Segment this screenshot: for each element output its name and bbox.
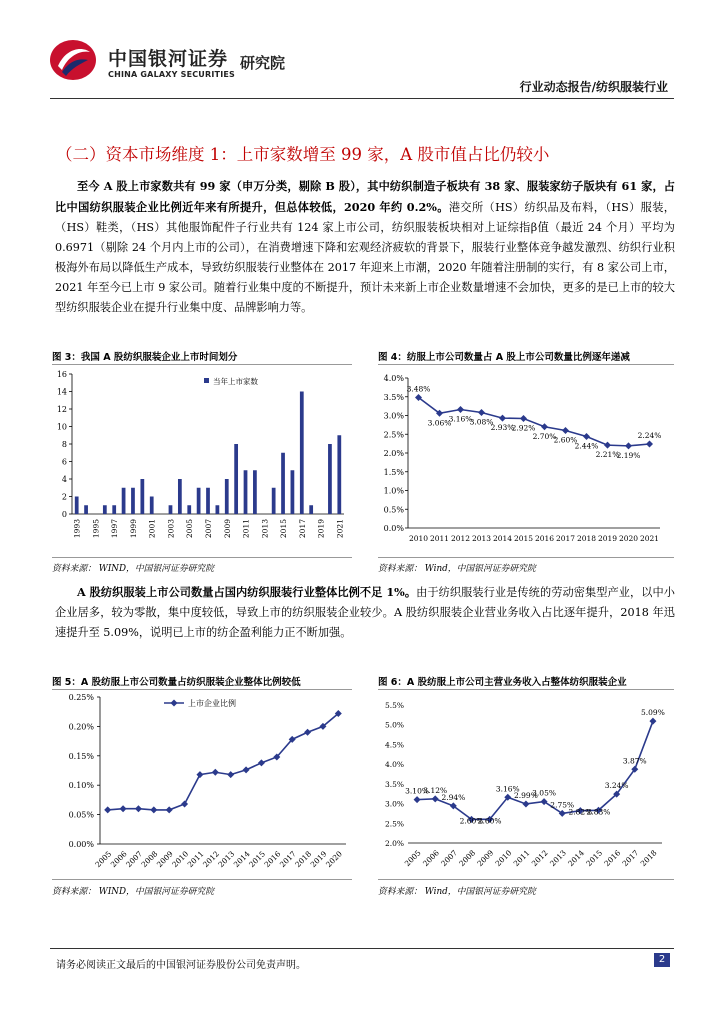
- x-tick-label: 2016: [262, 849, 283, 870]
- x-tick-label: 2013: [260, 519, 270, 539]
- data-label: 2.99%: [514, 790, 538, 800]
- fig4-bottom-rule: [378, 557, 674, 558]
- brand-name-cn: 中国银河证券: [108, 48, 229, 70]
- data-label: 2.44%: [574, 441, 599, 451]
- data-point: [181, 801, 188, 808]
- data-label: 2.82%: [568, 807, 593, 817]
- fig3-title: 图 3：我国 A 股纺织服装企业上市时间划分: [52, 352, 238, 363]
- y-tick-label: 0.0%: [383, 524, 404, 533]
- fig3-bar-chart: [52, 366, 352, 556]
- bar: [140, 479, 144, 514]
- x-tick-label: 2016: [602, 848, 623, 869]
- x-tick-label: 2012: [201, 849, 221, 870]
- bar: [253, 470, 257, 514]
- data-point: [522, 800, 529, 807]
- fig3-source: 资料来源： WIND，中国银河证券研究院: [52, 564, 215, 574]
- y-tick-label: 1.0%: [383, 486, 404, 496]
- y-tick-label: 3.5%: [384, 779, 404, 789]
- y-tick-label: 2.0%: [384, 839, 404, 848]
- bar: [169, 505, 173, 514]
- x-tick-label: 2009: [154, 849, 175, 870]
- y-tick-label: 4.5%: [384, 740, 404, 750]
- bar: [216, 505, 220, 514]
- x-tick-label: 2018: [293, 849, 314, 870]
- report-type: 行业动态报告/纺织服装行业: [519, 80, 668, 94]
- y-tick-label: 0.25%: [68, 693, 94, 702]
- data-point: [258, 759, 265, 766]
- data-point: [499, 415, 506, 422]
- x-tick-label: 2010: [408, 534, 429, 543]
- x-tick-label: 2021: [639, 534, 660, 543]
- bar: [206, 488, 210, 514]
- x-tick-label: 2018: [576, 534, 597, 543]
- y-tick-label: 2.5%: [384, 819, 404, 829]
- y-tick-label: 4.0%: [384, 760, 404, 770]
- page-number: 2: [654, 953, 670, 967]
- y-tick-label: 14: [56, 387, 67, 397]
- data-label: 3.16%: [448, 414, 473, 424]
- bar: [328, 444, 332, 514]
- x-tick-label: 2014: [566, 848, 587, 869]
- y-tick-label: 2.0%: [383, 449, 404, 458]
- data-label: 3.10%: [405, 786, 429, 796]
- bar: [84, 505, 88, 514]
- y-tick-label: 0.20%: [68, 722, 94, 732]
- y-tick-label: 4.0%: [383, 374, 404, 383]
- x-tick-label: 2016: [534, 534, 555, 543]
- data-point: [432, 795, 439, 802]
- fig5-title: 图 5：A 股纺服上市公司数量占纺织服装企业整体比例较低: [52, 677, 301, 688]
- bar: [178, 479, 182, 514]
- x-tick-label: 2013: [548, 848, 568, 869]
- y-tick-label: 12: [56, 405, 67, 414]
- data-point: [583, 433, 590, 440]
- footer-divider: [50, 948, 674, 949]
- x-tick-label: 2006: [421, 848, 441, 869]
- fig3-bottom-rule: [52, 557, 352, 558]
- bar: [337, 435, 341, 514]
- bar: [187, 505, 191, 514]
- x-tick-label: 2014: [492, 534, 513, 543]
- y-tick-label: 16: [56, 370, 67, 379]
- y-tick-label: 0.15%: [68, 751, 94, 761]
- bar: [309, 505, 313, 514]
- x-tick-label: 2014: [231, 849, 252, 870]
- x-tick-label: 2005: [93, 849, 114, 870]
- data-label: 2.21%: [595, 450, 620, 460]
- fig5-line-chart: [52, 691, 352, 878]
- y-tick-label: 10: [56, 422, 67, 432]
- data-label: 2.70%: [532, 431, 557, 441]
- x-tick-label: 2007: [439, 848, 460, 869]
- x-tick-label: 2008: [457, 848, 478, 869]
- fig6-line-chart: [378, 691, 674, 878]
- bar: [244, 470, 248, 514]
- data-point: [414, 796, 421, 803]
- data-label: 3.05%: [532, 788, 556, 798]
- footer-disclaimer: 请务必阅读正文最后的中国银河证券股份公司免责声明。: [56, 960, 306, 971]
- data-point: [166, 806, 173, 813]
- data-point: [520, 415, 527, 422]
- x-tick-label: 2009: [222, 519, 232, 539]
- data-point: [120, 805, 127, 812]
- x-tick-label: 2019: [308, 849, 329, 870]
- data-label: 2.60%: [459, 816, 484, 826]
- bar: [281, 453, 285, 514]
- institute-label: 研究院: [240, 54, 286, 72]
- x-tick-label: 2010: [493, 848, 514, 869]
- x-tick-label: 2005: [402, 848, 423, 869]
- y-tick-label: 0.00%: [68, 840, 94, 849]
- fig4-title: 图 4：纺服上市公司数量占 A 股上市公司数量比例逐年递减: [378, 352, 630, 363]
- fig4-source: 资料来源： Wind，中国银河证券研究院: [378, 564, 536, 574]
- data-point: [649, 718, 656, 725]
- bar: [291, 470, 295, 514]
- x-tick-label: 2013: [471, 534, 492, 543]
- x-tick-label: 2009: [475, 848, 496, 869]
- fig5-source: 资料来源： WIND，中国银河证券研究院: [52, 887, 215, 897]
- paragraph-2-body: 由于纺织服装行业是传统的劳动密集型产业，以中小企业居多，较为零散，集中度较低，导致上市的纺织服装企业较少。A 股纺织服装企业营业务收入占比逐年提升，2018 年迅速提升至 5.09%，说明已上市的纺企盈利能力正不断加强。: [55, 586, 675, 639]
- data-point: [135, 805, 142, 812]
- data-point: [212, 769, 219, 776]
- bar: [272, 488, 276, 514]
- y-tick-label: 5.5%: [384, 701, 404, 710]
- x-tick-label: 2015: [279, 519, 289, 539]
- x-tick-label: 2011: [185, 849, 206, 870]
- x-tick-label: 1993: [72, 519, 82, 539]
- x-tick-label: 2003: [166, 519, 176, 539]
- fig4-top-rule: [378, 364, 674, 365]
- data-point: [604, 442, 611, 449]
- data-point: [150, 806, 157, 813]
- x-tick-label: 2006: [108, 849, 129, 870]
- series-line: [108, 713, 339, 809]
- y-tick-label: 3.0%: [384, 799, 404, 809]
- x-tick-label: 2012: [529, 848, 550, 869]
- x-tick-label: 2007: [124, 849, 145, 870]
- x-tick-label: 2021: [335, 519, 345, 539]
- x-tick-label: 2011: [429, 534, 450, 543]
- x-tick-label: 2007: [204, 519, 213, 539]
- galaxy-logo-icon: [48, 38, 98, 82]
- bar: [225, 479, 229, 514]
- fig6-bottom-rule: [378, 879, 674, 880]
- x-tick-label: 1997: [110, 519, 120, 539]
- y-tick-label: 2.5%: [383, 430, 404, 440]
- x-tick-label: 2017: [297, 519, 307, 539]
- section-title: （二）资本市场维度 1：上市家数增至 99 家，A 股市值占比仍较小: [56, 145, 550, 164]
- data-label: 3.16%: [495, 784, 520, 794]
- data-label: 2.94%: [441, 792, 466, 802]
- x-tick-label: 2012: [450, 534, 471, 543]
- data-label: 3.08%: [469, 417, 494, 427]
- x-tick-label: 2015: [513, 534, 534, 543]
- data-label: 2.83%: [586, 807, 611, 817]
- legend-swatch: [204, 378, 209, 383]
- data-point: [457, 406, 464, 413]
- x-tick-label: 2011: [511, 848, 532, 869]
- data-label: 3.48%: [406, 384, 431, 394]
- paragraph-1-body: 港交所（HS）纺织品及布料，（HS）服装，（HS）鞋类，（HS）其他服饰配件子行业共有 124 家上市公司，纺织服装板块相对上证综指β值（最近 24 个月）平均为 0.6971（剔除 24 个月内上市的公司），在消费增速下降和宏观经济疲软的背景下，服装行业整体竞争越发激烈、纺织行业积极海外布局以降低生产成本，导致纺织服装行业整体在 2017 年迎来上市潮，2020 年随着注册制的实行，有 8 家公司上市，2021 年至今已上市 9 家公司。随着行业集中度的不断提升，预计未来新上市企业数量增速不会加快，更多的是已上市的较大型纺织服装企业在提升行业集中度、品牌影响力等。: [55, 201, 675, 314]
- paragraph-2: [55, 582, 675, 643]
- x-tick-label: 2019: [316, 519, 326, 539]
- bar: [197, 488, 201, 514]
- data-label: 2.60%: [553, 435, 578, 445]
- y-tick-label: 3.0%: [383, 411, 404, 421]
- data-point: [562, 427, 569, 434]
- fig6-source: 资料来源： Wind，中国银河证券研究院: [378, 887, 536, 897]
- data-label: 2.93%: [490, 423, 515, 433]
- bar: [75, 497, 79, 515]
- data-point: [227, 771, 234, 778]
- x-tick-label: 2020: [324, 849, 344, 870]
- x-tick-label: 2005: [185, 519, 195, 539]
- brand-name-en: CHINA GALAXY SECURITIES: [108, 70, 235, 79]
- data-label: 2.24%: [637, 431, 662, 440]
- y-tick-label: 0.5%: [383, 505, 404, 515]
- data-label: 3.06%: [427, 418, 452, 428]
- bar: [150, 497, 154, 515]
- y-tick-label: 8: [61, 440, 67, 449]
- data-label: 2.60%: [477, 816, 502, 826]
- data-point: [478, 409, 485, 416]
- x-tick-label: 2018: [638, 848, 659, 869]
- fig6-top-rule: [378, 689, 674, 690]
- paragraph-1-bold: 至今 A 股上市家数共有 99 家（申万分类，剔除 B 股），其中纺织制造子板块有 38 家、服装家纺子版块有 61 家，占比中国纺织服装企业比例近年来有所提升，但总体较低，2020 年约 0.2%。: [55, 179, 675, 214]
- y-tick-label: 2: [61, 492, 67, 502]
- data-point: [104, 806, 111, 813]
- data-label: 2.75%: [550, 800, 575, 810]
- x-tick-label: 2015: [247, 849, 268, 870]
- bar: [112, 505, 116, 514]
- x-tick-label: 1995: [91, 519, 101, 539]
- x-tick-label: 2020: [618, 534, 639, 543]
- x-tick-label: 2015: [584, 848, 605, 869]
- data-point: [196, 771, 203, 778]
- y-tick-label: 0: [61, 510, 67, 519]
- x-tick-label: 2001: [147, 519, 157, 539]
- legend-label: 上市企业比例: [188, 699, 236, 708]
- x-tick-label: 2019: [597, 534, 618, 543]
- x-tick-label: 2017: [277, 849, 298, 870]
- y-tick-label: 1.5%: [383, 467, 404, 477]
- x-tick-label: 2011: [241, 519, 251, 539]
- paragraph-1: [55, 176, 675, 318]
- bar: [234, 444, 238, 514]
- paragraph-2-bold: A 股纺织服装上市公司数量占国内纺织服装行业整体比例不足 1%。: [77, 585, 417, 599]
- fig3-top-rule: [52, 364, 352, 365]
- data-label: 3.24%: [604, 781, 629, 791]
- legend-marker: [171, 700, 178, 707]
- x-tick-label: 1999: [128, 519, 138, 539]
- y-tick-label: 4: [61, 475, 67, 484]
- bar: [122, 488, 126, 514]
- data-point: [243, 766, 250, 773]
- data-point: [304, 729, 311, 736]
- legend-label: 当年上市家数: [213, 377, 258, 386]
- data-point: [541, 423, 548, 430]
- data-point: [625, 442, 632, 449]
- bar: [300, 392, 304, 515]
- data-label: 5.09%: [641, 708, 665, 718]
- x-tick-label: 2008: [139, 849, 160, 870]
- y-tick-label: 5.0%: [384, 720, 404, 730]
- data-label: 2.92%: [511, 423, 536, 433]
- y-tick-label: 3.5%: [383, 392, 404, 402]
- fig6-title: 图 6：A 股纺服上市公司主营业务收入占整体纺织服装企业: [378, 677, 627, 688]
- data-point: [646, 441, 653, 448]
- bar: [103, 505, 107, 514]
- y-tick-label: 0.10%: [68, 781, 94, 791]
- data-label: 3.87%: [622, 756, 647, 766]
- x-tick-label: 2010: [170, 849, 191, 870]
- fig5-bottom-rule: [52, 879, 352, 880]
- header-divider: [50, 98, 674, 99]
- fig5-top-rule: [52, 689, 352, 690]
- fig4-line-chart: [378, 366, 674, 556]
- y-tick-label: 0.05%: [68, 810, 94, 820]
- data-label: 3.12%: [423, 785, 448, 795]
- x-tick-label: 2013: [216, 849, 237, 870]
- data-label: 2.19%: [616, 450, 641, 460]
- y-tick-label: 6: [61, 457, 67, 467]
- bar: [131, 488, 135, 514]
- x-tick-label: 2017: [555, 534, 576, 543]
- x-tick-label: 2017: [620, 848, 641, 869]
